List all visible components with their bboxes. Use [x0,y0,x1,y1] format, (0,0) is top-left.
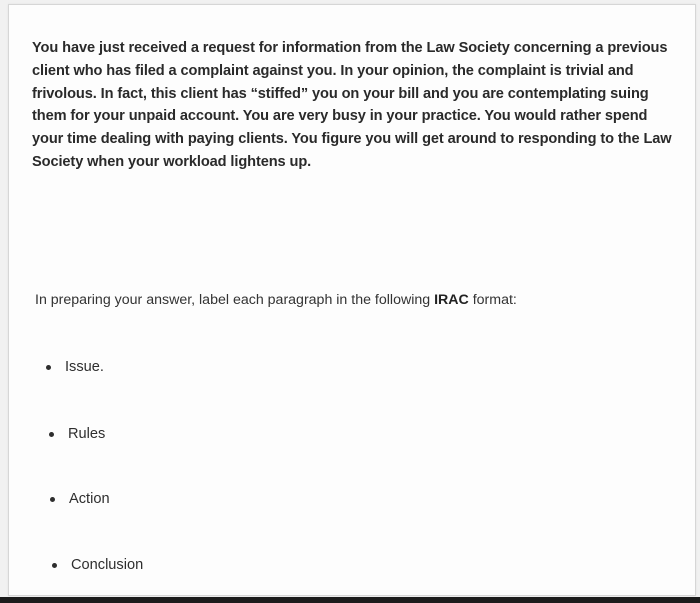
bullet-dot-icon [49,432,54,437]
bullet-dot-icon [52,563,57,568]
screen-bottom-edge [0,597,700,603]
bullet-label: Issue. [65,359,104,375]
bullet-label: Action [69,491,110,507]
bullet-item-rules [49,423,105,445]
instruction-suffix: format: [468,292,517,308]
instruction-text [35,289,517,311]
bullet-dot-icon [46,365,51,370]
bullet-dot-icon [50,497,55,502]
instruction-prefix: In preparing your answer, label each paragraph in the following [35,292,435,308]
question-text: You have just received a request for information from the Law Society concerning a previous client who has filed a complaint against you. In your opinion, the complaint is trivial and frivolous. In fact, this client has “stiffed” you on your bill and you are contemplating suing them for your unpaid account. You are very busy in your practice. You would rather spend your time dealing with paying clients. You figure you will get around to responding to the Law Society when your workload lightens up. [32,40,672,170]
bullet-label: Conclusion [71,557,144,573]
bullet-item-issue [46,356,104,378]
bullet-item-conclusion [52,554,143,576]
bullet-label: Rules [68,426,106,442]
irac-emphasis: IRAC [434,292,469,308]
bullet-item-action [50,488,110,510]
question-card [8,4,696,596]
